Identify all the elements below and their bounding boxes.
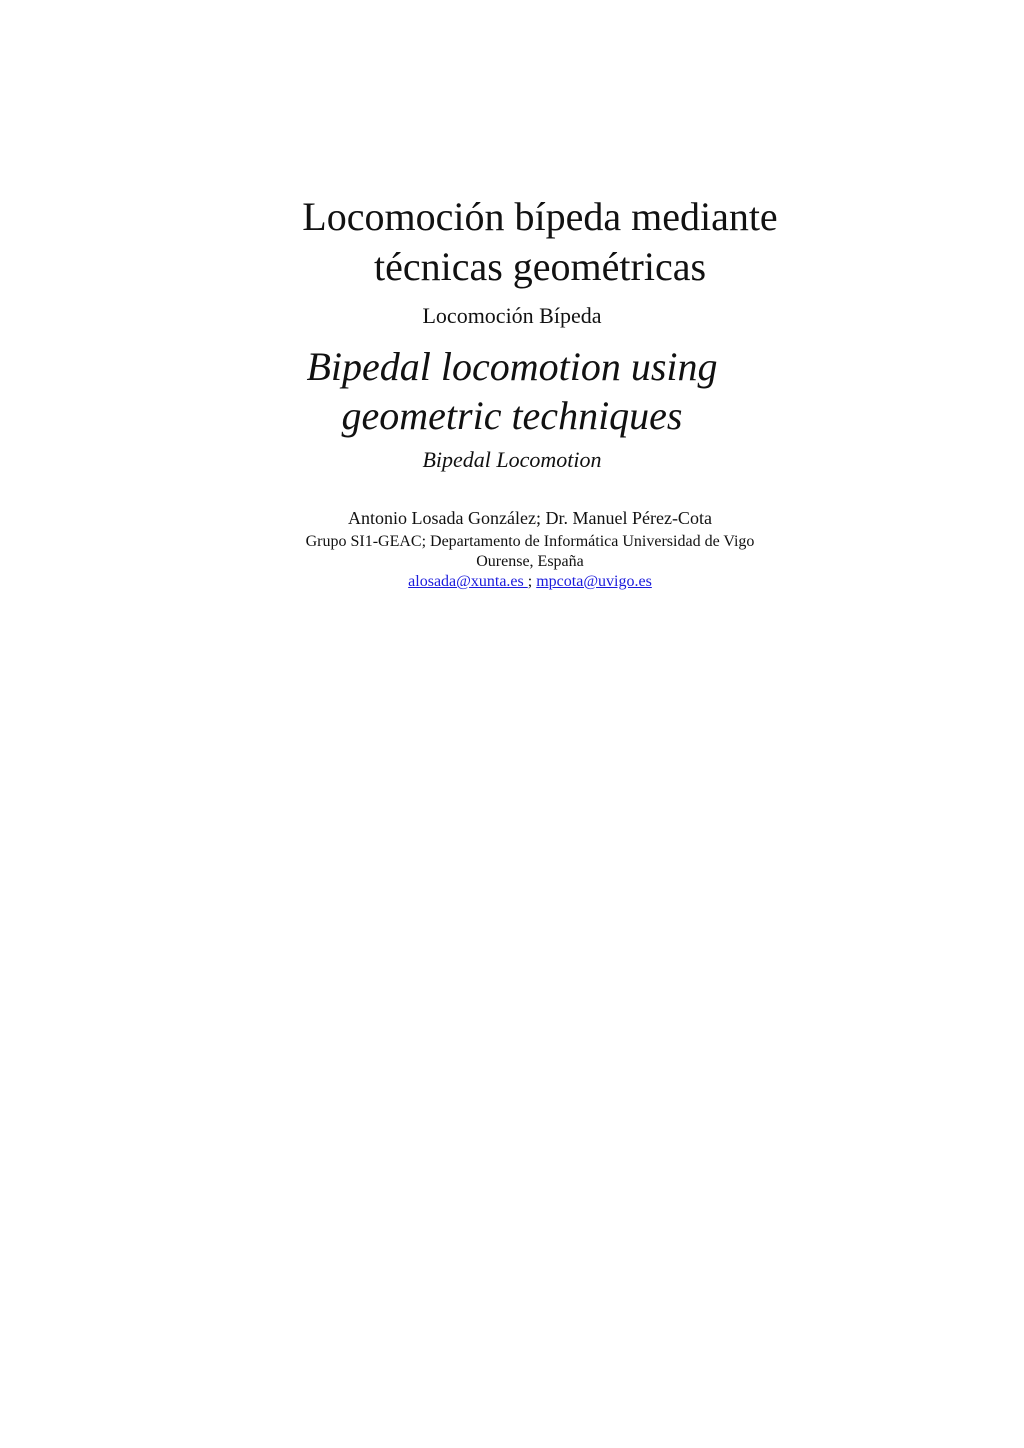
emails	[230, 572, 830, 592]
title-english-line2: geometric techniques	[341, 393, 683, 438]
short-title-english: Bipedal Locomotion	[422, 447, 602, 472]
authors: Antonio Losada González; Dr. Manuel Pérez-Cota	[348, 508, 712, 528]
title-english-line1: Bipedal locomotion using	[306, 344, 718, 389]
title-spanish-line1: Locomoción bípeda mediante	[302, 194, 778, 239]
email-separator: ;	[527, 573, 537, 590]
title-english	[262, 342, 762, 440]
email-link-perez-cota[interactable]: mpcota@uvigo.es	[536, 573, 652, 590]
title-spanish-line2: técnicas geométricas	[373, 244, 707, 289]
affiliation: Grupo SI1-GEAC; Departamento de Informática Universidad de Vigo	[305, 533, 755, 550]
title-spanish	[240, 192, 840, 292]
location: Ourense, España	[476, 553, 584, 570]
email-link-losada[interactable]: alosada@xunta.es	[408, 573, 528, 590]
short-title-spanish: Locomoción Bípeda	[422, 303, 602, 328]
